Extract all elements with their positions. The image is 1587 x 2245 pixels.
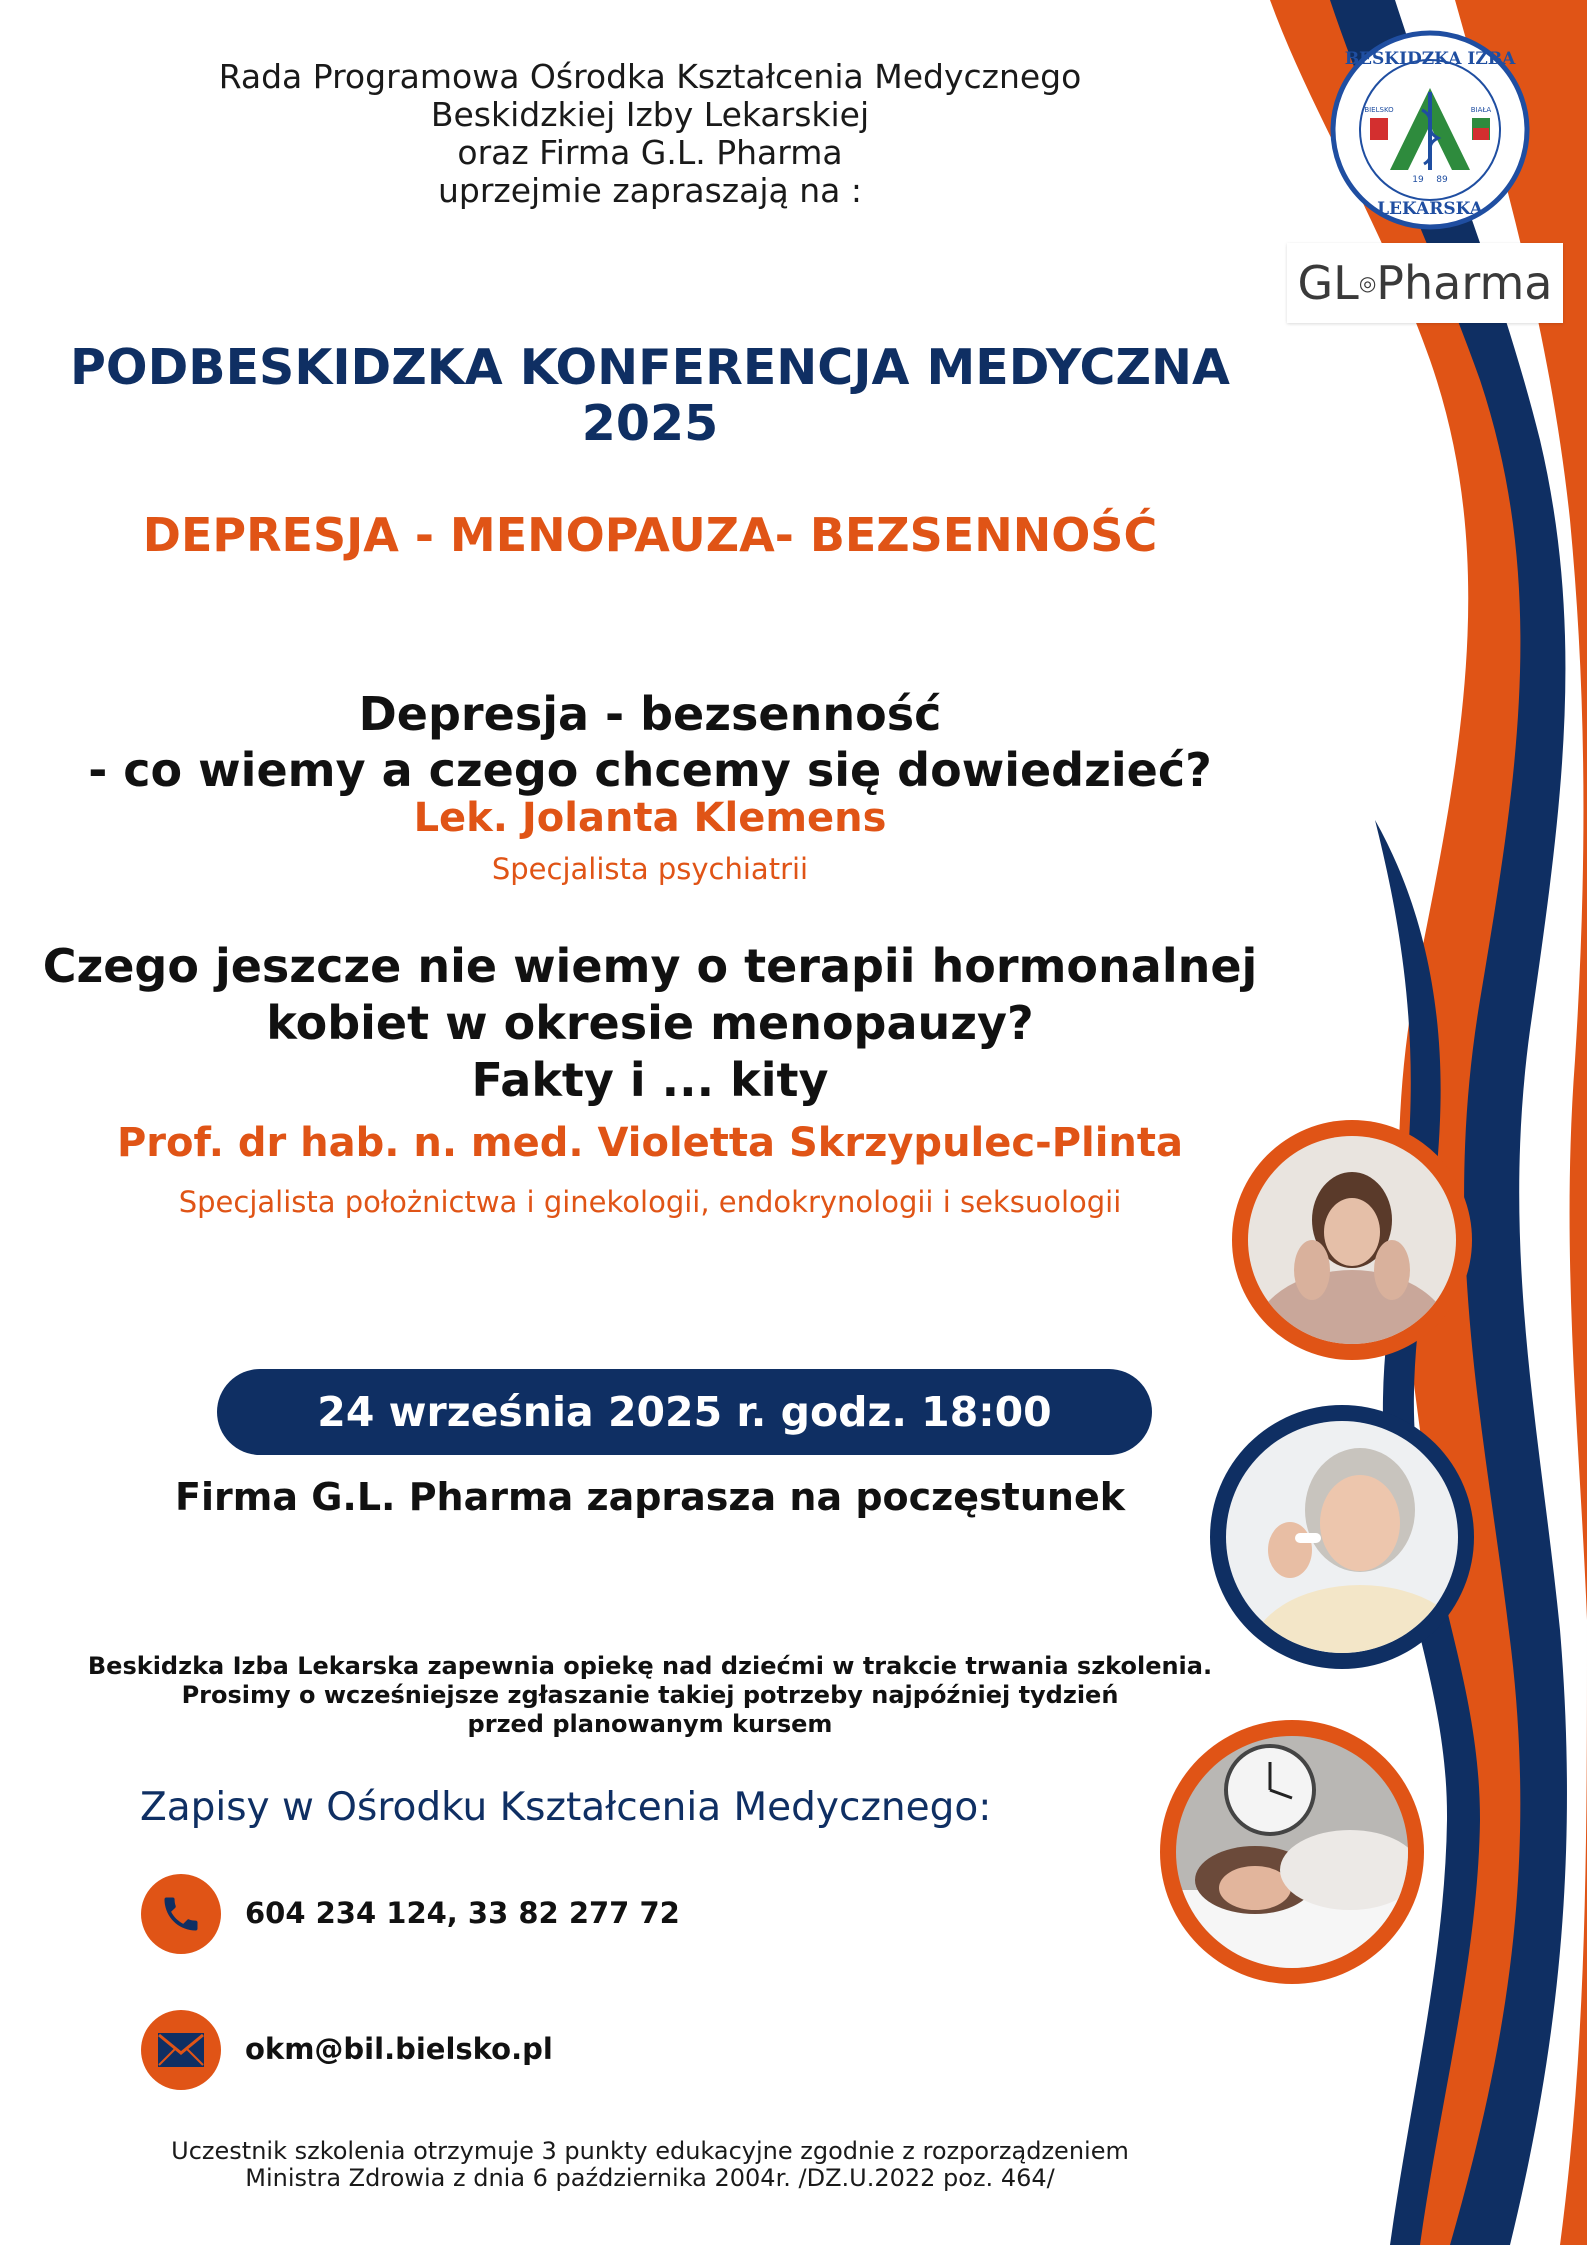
conference-title-line-1: PODBESKIDZKA KONFERENCJA MEDYCZNA	[70, 339, 1230, 396]
talk1-specialty: Specjalista psychiatrii	[491, 852, 809, 886]
bil-logo	[1330, 30, 1530, 230]
talk2-title-line-3: Fakty i ... kity	[471, 1053, 829, 1107]
refreshment-note: Firma G.L. Pharma zaprasza na poczęstunek	[175, 1475, 1125, 1519]
svg-text:89: 89	[1436, 175, 1448, 185]
gl-pharma-logo-suffix: Pharma	[1376, 256, 1553, 310]
photo-smiling-older-woman	[1210, 1405, 1475, 1670]
envelope-icon-glyph	[157, 2032, 205, 2068]
childcare-line-1: Beskidzka Izba Lekarska zapewnia opiekę nad dziećmi w trakcie trwania szkolenia.	[87, 1652, 1213, 1680]
svg-text:BIAŁA: BIAŁA	[1470, 106, 1492, 114]
gl-pharma-logo	[1287, 243, 1563, 323]
svg-text:BIELSKO: BIELSKO	[1364, 106, 1394, 114]
talk2-specialty: Specjalista położnictwa i ginekologii, endokrynologii i seksuologii	[178, 1185, 1122, 1219]
talk1-title	[0, 686, 1300, 798]
photo-sleeping-woman-clock	[1160, 1720, 1425, 1985]
talk1-title-line-1: Depresja - bezsenność	[358, 687, 942, 741]
conference-title-line-2: 2025	[581, 395, 719, 452]
envelope-icon	[141, 2010, 221, 2090]
intro-line-2: Beskidzkiej Izby Lekarskiej	[430, 95, 870, 134]
childcare-line-2: Prosimy o wcześniejsze zgłaszanie takiej potrzeby najpóźniej tydzień	[181, 1681, 1119, 1709]
talk1-title-line-2: - co wiemy a czego chcemy się dowiedzieć?	[88, 743, 1212, 797]
email-address[interactable]: okm@bil.bielsko.pl	[245, 2032, 553, 2066]
footer-note	[0, 2138, 1300, 2192]
phone-icon	[141, 1874, 221, 1954]
gl-pharma-logo-mark: ◎	[1358, 271, 1377, 295]
intro-text	[0, 58, 1300, 210]
event-date-banner	[217, 1369, 1152, 1455]
conference-title	[0, 340, 1300, 452]
phone-numbers[interactable]: 604 234 124, 33 82 277 72	[245, 1896, 680, 1930]
svg-text:BESKIDZKA IZBA: BESKIDZKA IZBA	[1344, 49, 1516, 69]
intro-line-4: uprzejmie zapraszają na :	[438, 171, 862, 210]
talk2-title-line-1: Czego jeszcze nie wiemy o terapii hormonalnej	[42, 939, 1258, 993]
talk2-title	[0, 938, 1300, 1109]
talk2-title-line-2: kobiet w okresie menopauzy?	[266, 996, 1034, 1050]
svg-text:19: 19	[1412, 175, 1424, 185]
event-date: 24 września 2025 r. godz. 18:00	[317, 1388, 1052, 1436]
intro-line-3: oraz Firma G.L. Pharma	[457, 133, 843, 172]
photo-depressed-woman	[1232, 1120, 1472, 1360]
talk1-speaker: Lek. Jolanta Klemens	[413, 795, 887, 841]
svg-text:LEKARSKA: LEKARSKA	[1377, 199, 1483, 219]
talk2-speaker: Prof. dr hab. n. med. Violetta Skrzypulec-Plinta	[116, 1120, 1184, 1166]
childcare-note	[0, 1652, 1300, 1739]
conference-topics: DEPRESJA - MENOPAUZA- BEZSENNOŚĆ	[142, 508, 1158, 562]
footer-line-1: Uczestnik szkolenia otrzymuje 3 punkty edukacyjne zgodnie z rozporządzeniem	[171, 2137, 1129, 2165]
gl-pharma-logo-prefix: GL	[1297, 256, 1359, 310]
phone-icon-glyph	[159, 1892, 203, 1936]
registration-heading: Zapisy w Ośrodku Kształcenia Medycznego:	[140, 1785, 992, 1830]
footer-line-2: Ministra Zdrowia z dnia 6 października 2004r. /DZ.U.2022 poz. 464/	[245, 2164, 1055, 2192]
childcare-line-3: przed planowanym kursem	[467, 1710, 833, 1738]
intro-line-1: Rada Programowa Ośrodka Kształcenia Medycznego	[218, 57, 1082, 96]
